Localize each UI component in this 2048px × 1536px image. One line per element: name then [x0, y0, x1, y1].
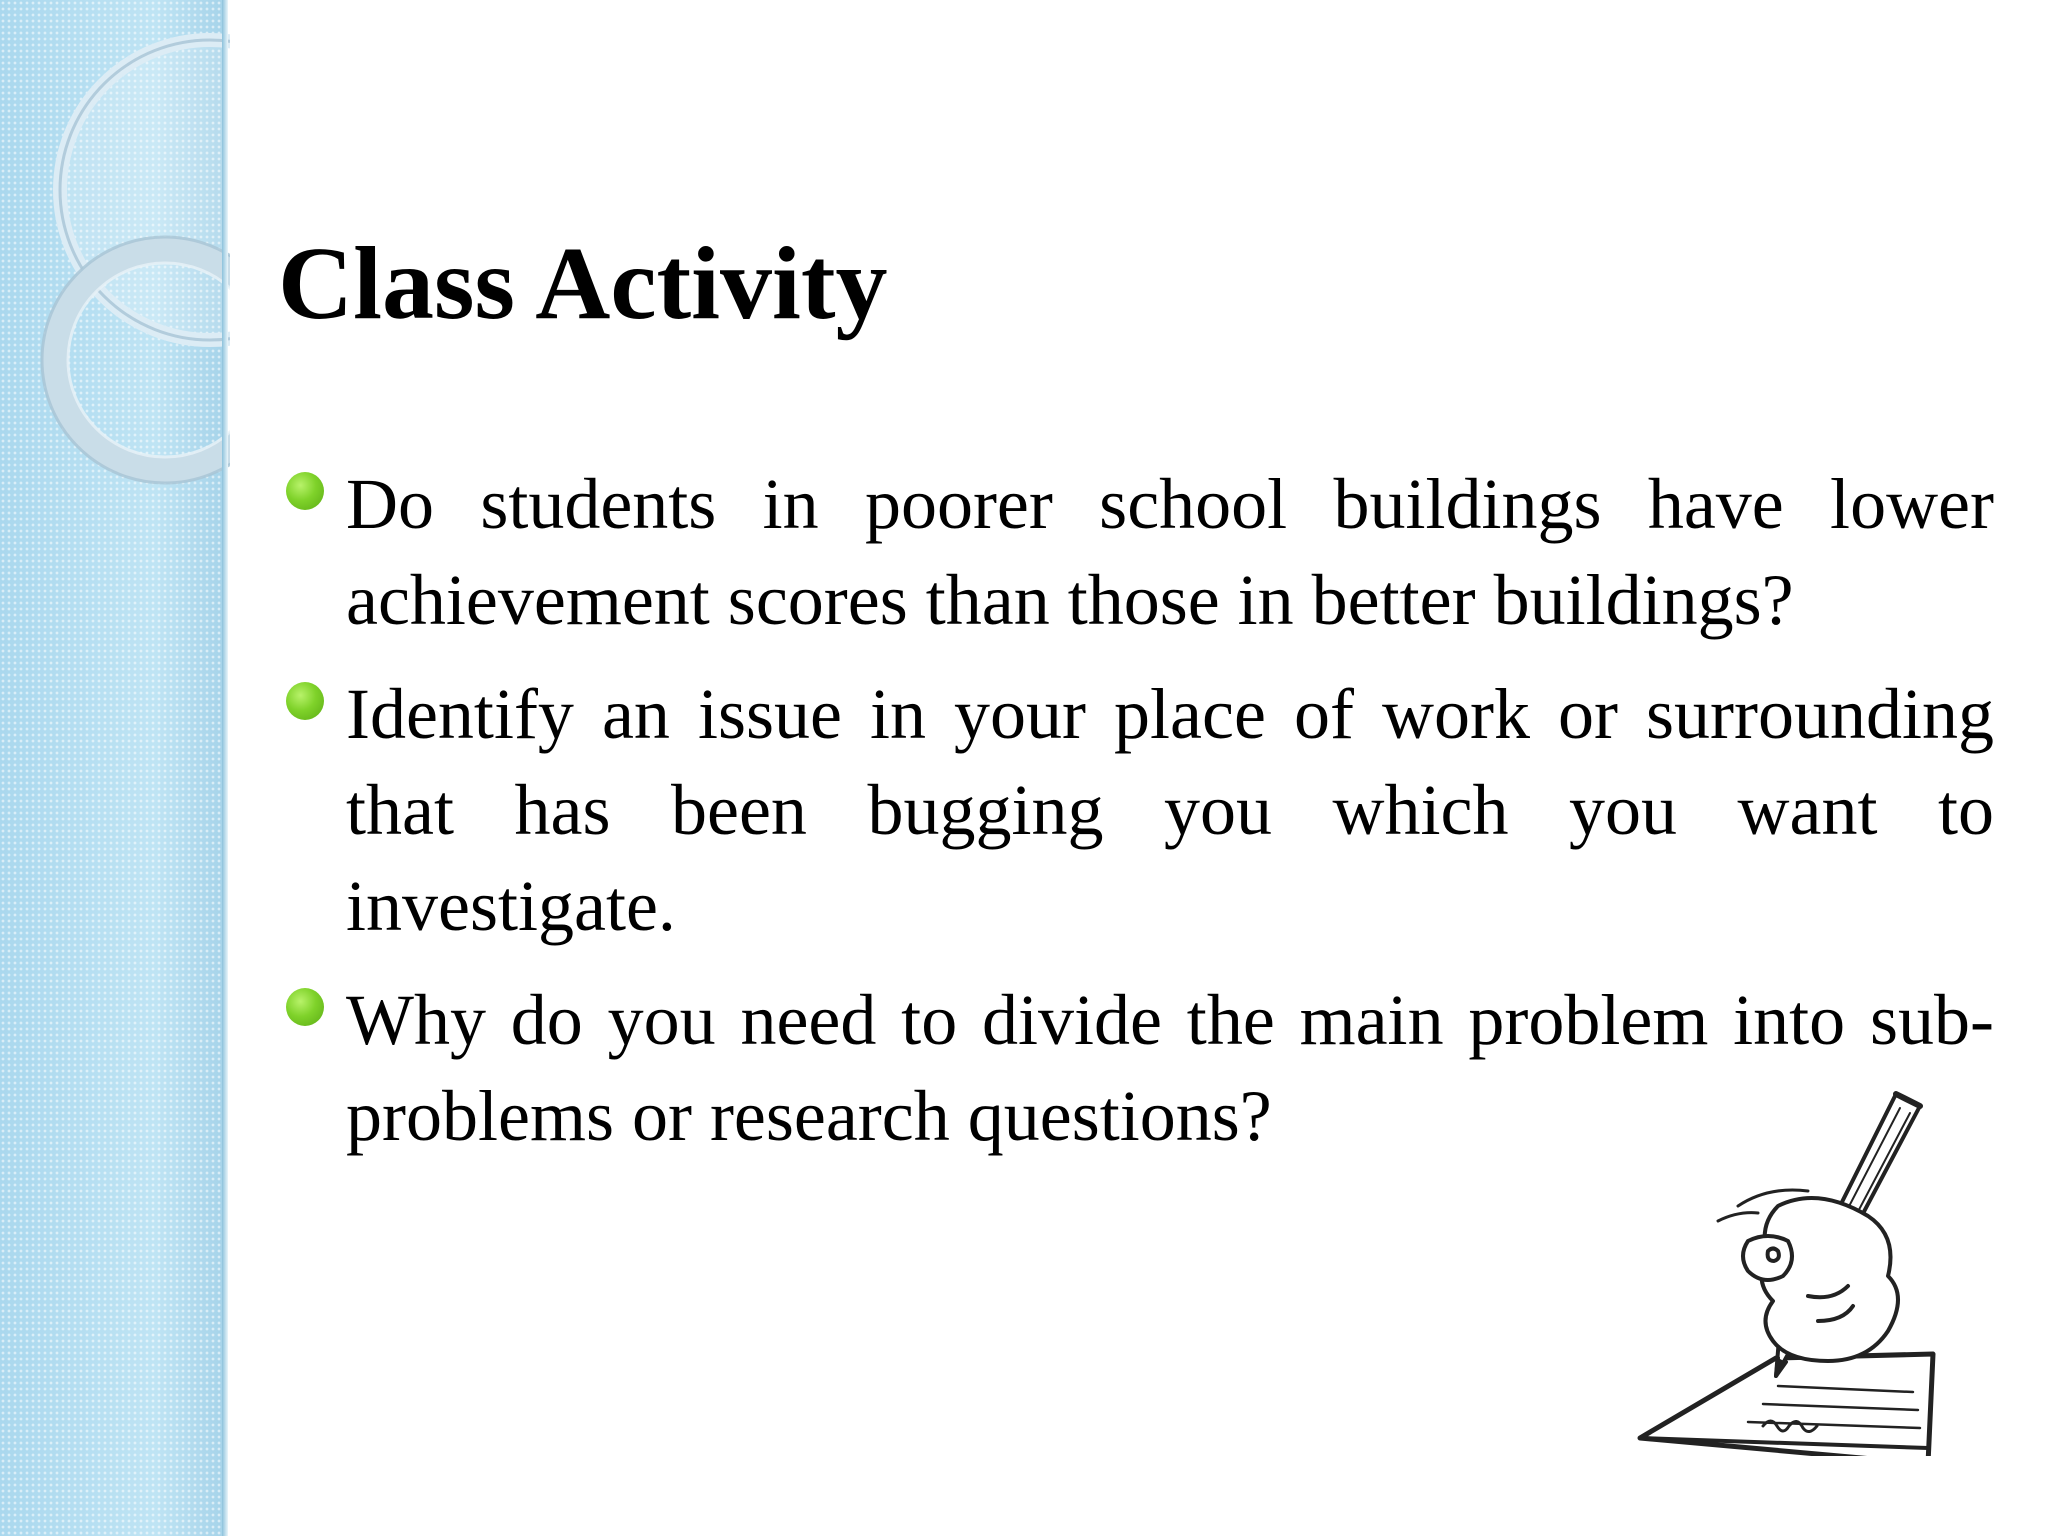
- bullet-item: [278, 456, 1994, 648]
- bullet-text: Why do you need to divide the main problem into sub-problems or research questions?: [346, 980, 1994, 1156]
- green-bullet-icon: [286, 682, 324, 720]
- decorative-sidebar: [0, 0, 222, 1536]
- green-bullet-icon: [286, 988, 324, 1026]
- green-bullet-icon: [286, 472, 324, 510]
- bullet-text: Identify an issue in your place of work or surrounding that has been bugging you which you want to investigate.: [346, 674, 1994, 946]
- bullet-text: Do students in poorer school buildings have lower achievement scores than those in better buildings?: [346, 464, 1994, 640]
- bullet-item: [278, 666, 1994, 954]
- decorative-rings-icon: [0, 0, 230, 520]
- sidebar-divider: [222, 0, 228, 1536]
- bullet-list: [278, 456, 1994, 1182]
- slide-title: Class Activity: [278, 226, 888, 341]
- hand-writing-pencil-icon: [1628, 1086, 1948, 1456]
